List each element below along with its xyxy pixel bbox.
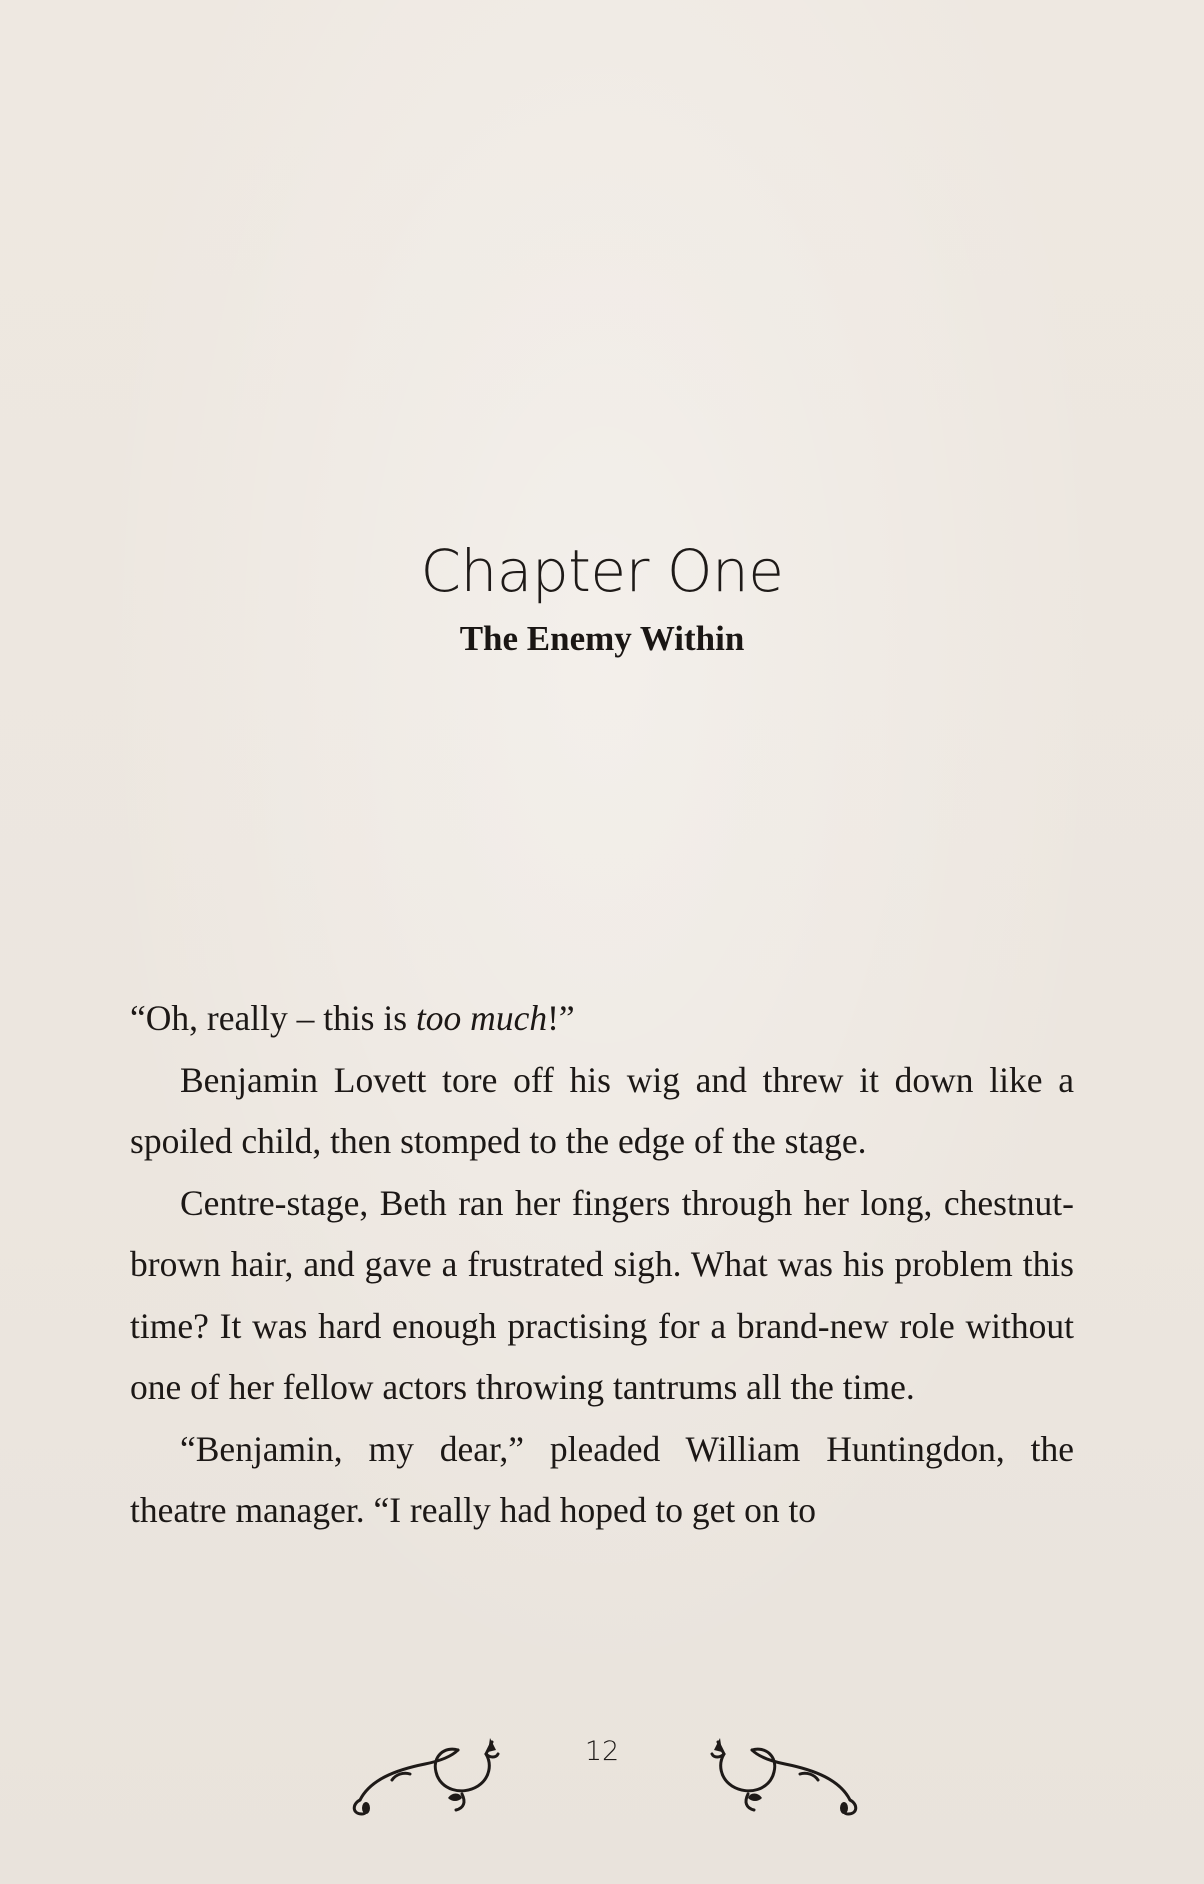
page-footer (0, 1728, 1204, 1828)
chapter-title: Chapter One (420, 537, 784, 605)
paragraph-4: “Benjamin, my dear,” pleaded William Huntingdon, the theatre manager. “I really had hoped to get on to (130, 1428, 1074, 1530)
paragraph-1-emphasis: too much (415, 998, 548, 1038)
flourish-right-icon (660, 1728, 870, 1818)
chapter-subtitle: The Enemy Within (459, 618, 745, 658)
paragraph-2: Benjamin Lovett tore off his wig and threw it down like a spoiled child, then stomped to the edge of the stage. (130, 1059, 1074, 1161)
chapter-heading (0, 537, 1204, 660)
paragraph-1-end: !” (547, 998, 575, 1038)
paragraph-3: Centre-stage, Beth ran her fingers through her long, chestnut-brown hair, and gave a frustrated sigh. What was his problem this time? It was hard enough practising for a brand-new role without one of her fellow actors throwing tantrums all the time. (130, 1182, 1074, 1407)
body-text (130, 988, 1074, 1542)
paragraph-1-start: “Oh, really – this is (130, 998, 416, 1038)
page-number: 12 (584, 1736, 620, 1767)
paragraph-1 (130, 988, 1074, 1050)
